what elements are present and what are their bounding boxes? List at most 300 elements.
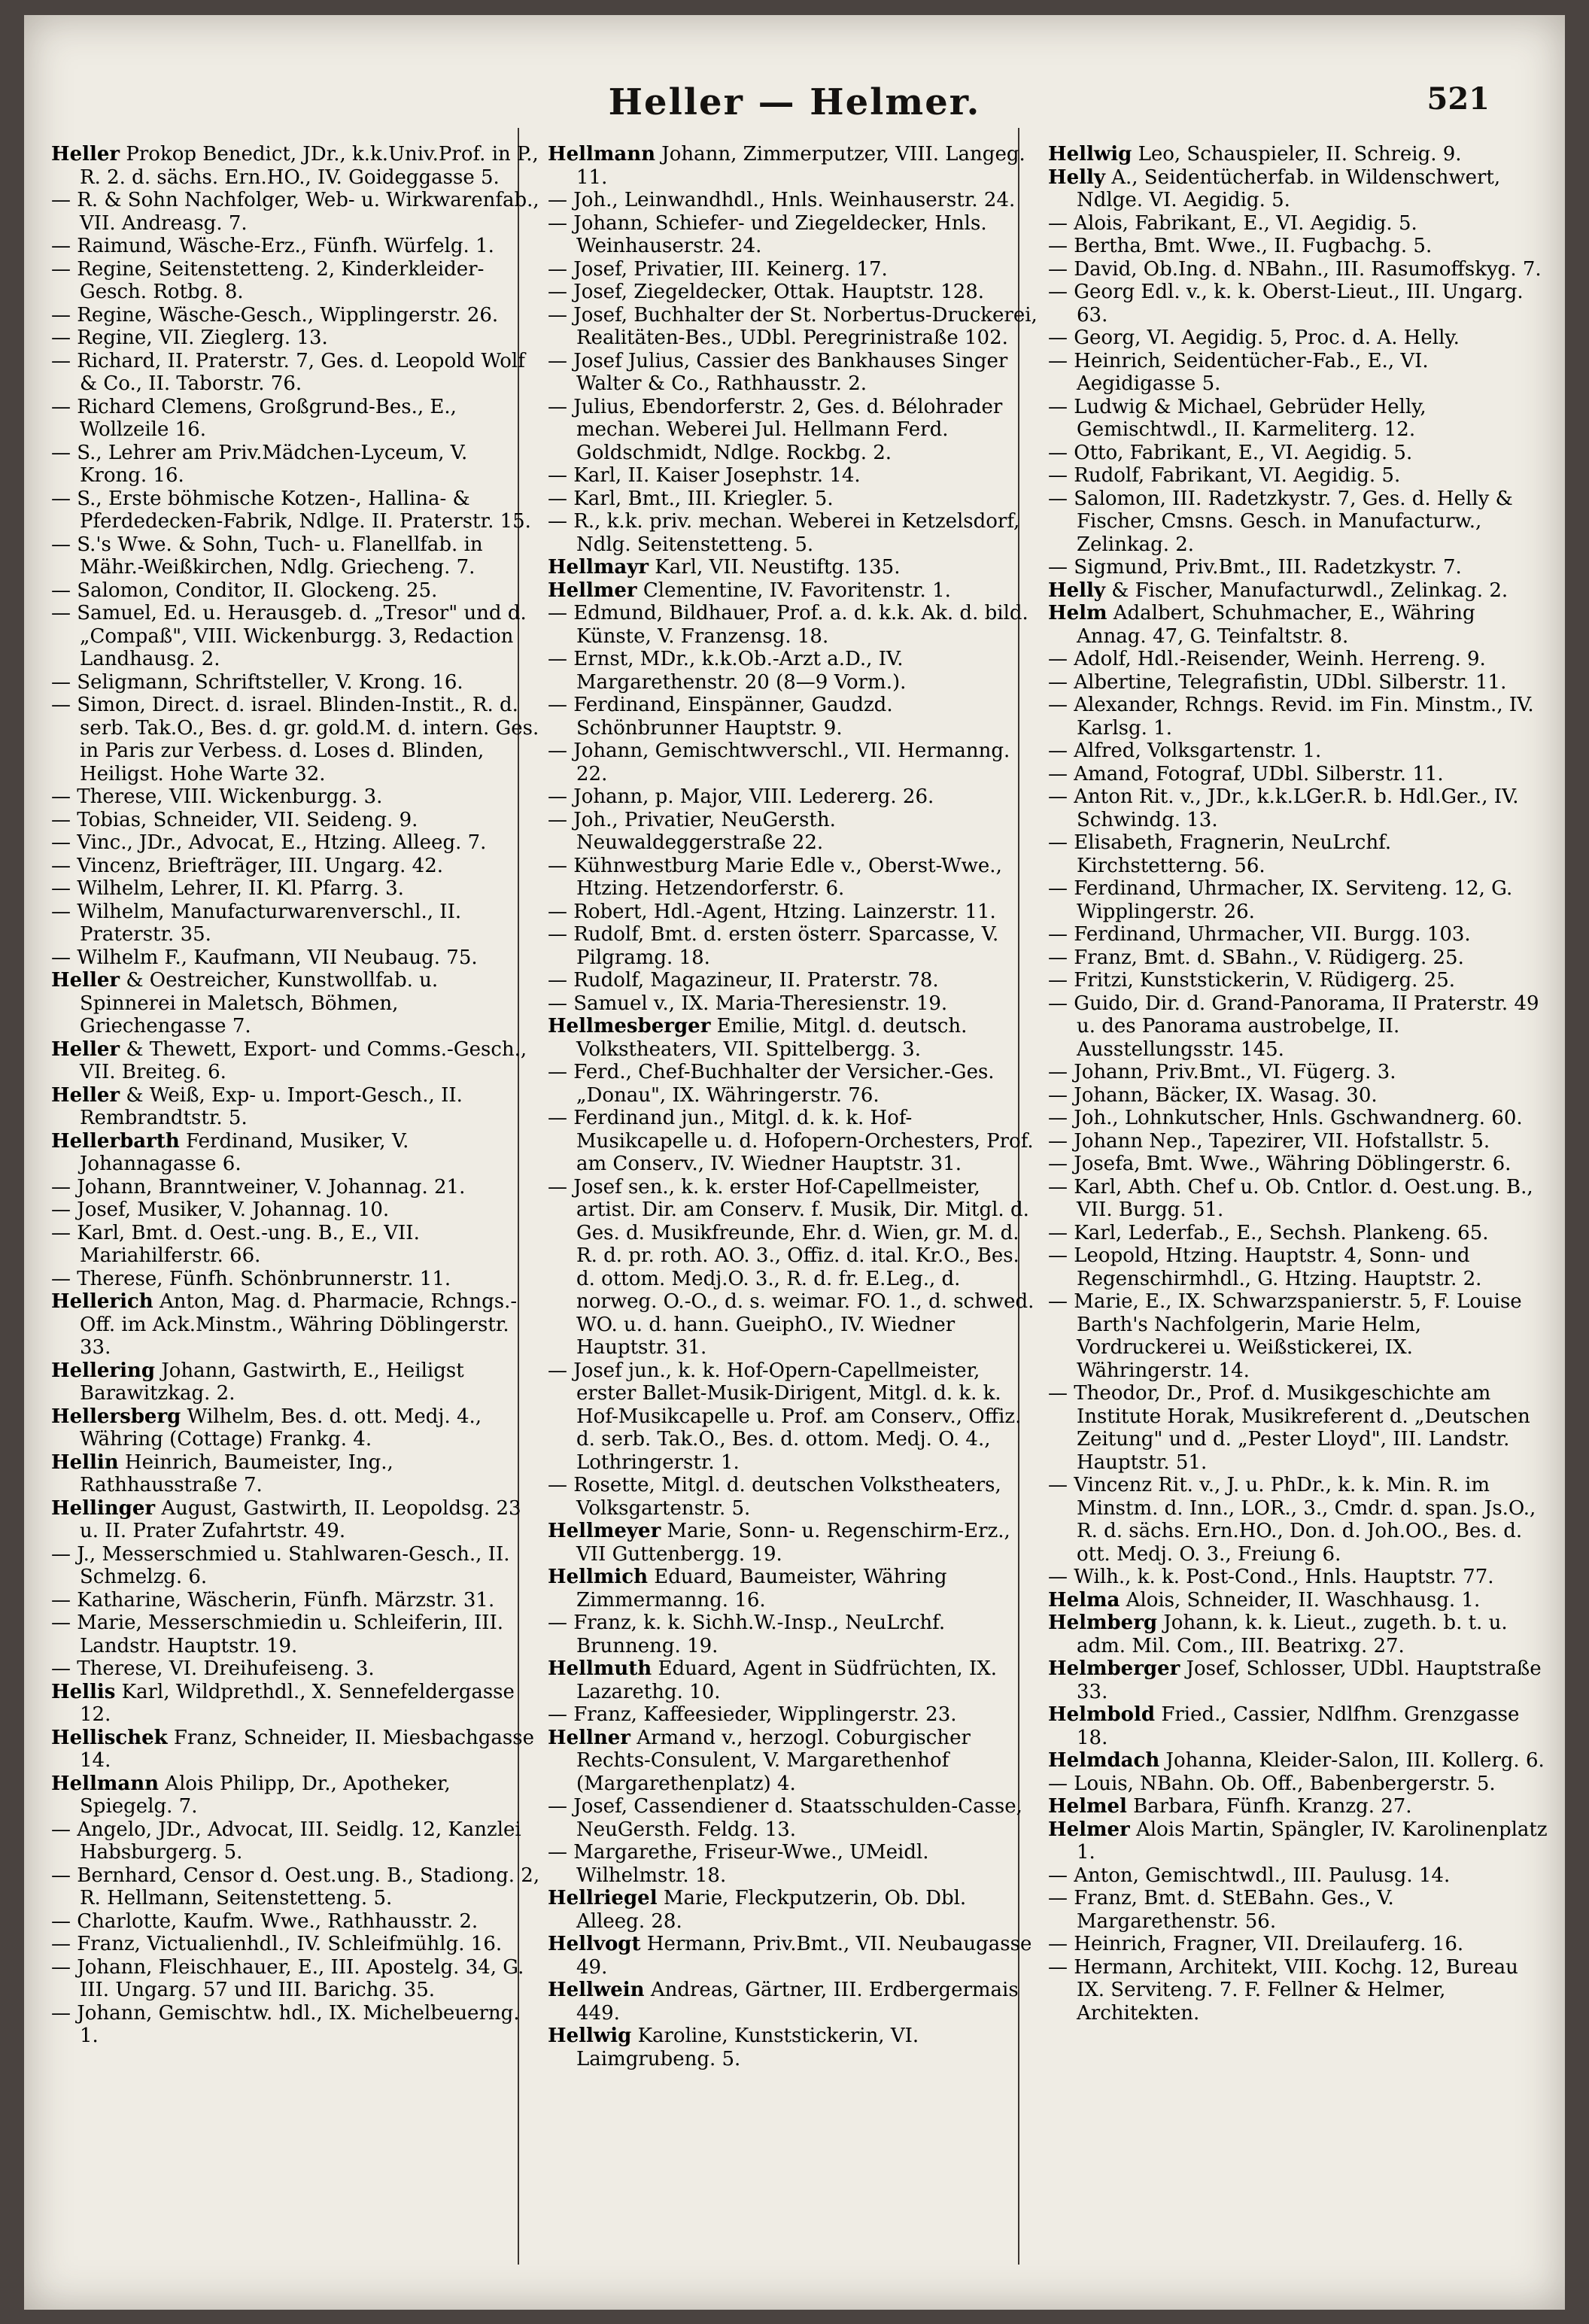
directory-entry — [51, 1084, 540, 1130]
directory-entry — [1048, 143, 1548, 166]
entry-text: — Johann, Fleischhauer, E., III. Apostelg. 34, G. III. Ungarg. 57 und III. Barichg. 35. — [51, 1955, 524, 2001]
entry-headword: Hellwig — [548, 2025, 632, 2047]
entry-headword: Hellmeyer — [548, 1520, 661, 1542]
entry-text: — J., Messerschmied u. Stahlwaren-Gesch., II. Schmelzg. 6. — [51, 1542, 510, 1588]
entry-headword: Helly — [1048, 166, 1105, 189]
entry-text: — Richard, II. Praterstr. 7, Ges. d. Leopold Wolf & Co., II. Taborstr. 76. — [51, 349, 525, 395]
directory-entry — [548, 510, 1041, 556]
entry-headword: Helmberg — [1048, 1612, 1158, 1634]
entry-headword: Hellmann — [51, 1772, 160, 1795]
entry-text: Eduard, Agent in Südfrüchten, IX. Lazarethg. 10. — [576, 1657, 997, 1703]
entry-text: — Simon, Direct. d. israel. Blinden-Instit., R. d. serb. Tak.O., Bes. d. gr. gold.M. d. intern. Ges. in Paris zur Verbess. d. Loses d. Blinden, Heiligst. Hohe Warte 32. — [51, 694, 539, 785]
entry-text: Marie, Sonn- u. Regenschirm-Erz., VII Guttenbergg. 19. — [576, 1520, 1010, 1566]
directory-entry — [51, 1657, 540, 1681]
directory-entry — [51, 1451, 540, 1497]
directory-entry — [1048, 831, 1548, 877]
entry-headword: Hellerich — [51, 1290, 153, 1313]
directory-entry — [548, 1061, 1041, 1107]
directory-entry — [1048, 166, 1548, 212]
directory-entry — [51, 1405, 540, 1451]
directory-entry — [548, 281, 1041, 304]
entry-text: — Josef, Musiker, V. Johannag. 10. — [51, 1198, 390, 1221]
directory-entry — [548, 923, 1041, 969]
entry-text: — Edmund, Bildhauer, Prof. a. d. k.k. Ak. d. bild. Künste, V. Franzensg. 18. — [548, 602, 1028, 648]
directory-entry — [1048, 258, 1548, 281]
entry-text: — Margarethe, Friseur-Wwe., UMeidl. Wilhelmstr. 18. — [548, 1841, 929, 1887]
column-left — [51, 143, 540, 2295]
directory-entry — [548, 1566, 1041, 1612]
entry-text: — Salomon, III. Radetzkystr. 7, Ges. d. Helly & Fischer, Cmsns. Gesch. in Manufacturw., Zelinkag. 2. — [1048, 487, 1513, 556]
entry-text: — Rudolf, Fabrikant, VI. Aegidig. 5. — [1048, 464, 1401, 487]
entry-text: — Karl, Lederfab., E., Sechsh. Plankeng. 65. — [1048, 1221, 1489, 1244]
directory-entry — [1048, 992, 1548, 1062]
directory-entry — [51, 1910, 540, 1934]
entry-text: — Heinrich, Seidentücher-Fab., E., VI. Aegidigasse 5. — [1048, 349, 1429, 395]
entry-headword: Hellvogt — [548, 1933, 641, 1955]
entry-text: Wilhelm, Bes. d. ott. Medj. 4., Währing (Cottage) Frankg. 4. — [80, 1405, 482, 1451]
directory-entry — [548, 258, 1041, 281]
entry-text: — Josef sen., k. k. erster Hof-Capellmeister, artist. Dir. am Conserv. f. Musik, Dir. Mitgl. d. Ges. d. Musikfreunde, Ehr. d. Wien, gr. M. d. R. d. pr. roth. AO. 3., Offiz. d. ital. Kr.O., Bes. d. ottom. Medj.O. 3., R. d. fr. E.Leg., d. norweg. O.-O., d. s. weimar. FO. 1., d. schwed. WO. u. d. hann. GueiphO., IV. Wiedner Hauptstr. 31. — [548, 1175, 1035, 1359]
entry-text: Eduard, Baumeister, Währing Zimmermanng. 16. — [576, 1566, 947, 1612]
directory-entry — [1048, 1061, 1548, 1084]
directory-entry — [51, 785, 540, 809]
directory-entry — [548, 1520, 1041, 1566]
entry-text: — Johann, Branntweiner, V. Johannag. 21. — [51, 1175, 466, 1198]
directory-entry — [1048, 671, 1548, 694]
entry-text: — Karl, II. Kaiser Josephstr. 14. — [548, 464, 861, 487]
entry-text: — Joh., Privatier, NeuGersth. Neuwaldeggerstraße 22. — [548, 808, 836, 854]
page-number: 521 — [1426, 81, 1490, 117]
directory-entry — [51, 1176, 540, 1199]
page-header — [24, 81, 1565, 134]
entry-headword: Hellmesberger — [548, 1015, 711, 1037]
directory-entry — [1048, 350, 1548, 396]
directory-entry — [51, 143, 540, 189]
directory-entry — [548, 602, 1041, 648]
directory-entry — [51, 1038, 540, 1084]
entry-text: — Vincenz Rit. v., J. u. PhDr., k. k. Min. R. im Minstm. d. Inn., LOR., 3., Cmdr. d. span. Js.O., R. d. sächs. Ern.HO., Don. d. Joh.OO., Bes. d. ott. Medj. O. 3., Freiung 6. — [1048, 1474, 1536, 1566]
entry-text: Johanna, Kleider-Salon, III. Kollerg. 6. — [1159, 1749, 1545, 1772]
directory-entry — [51, 1727, 540, 1773]
entry-text: — Johann, Schiefer- und Ziegeldecker, Hnls. Weinhauserstr. 24. — [548, 211, 987, 257]
entry-text: — Regine, VII. Zieglerg. 13. — [51, 327, 328, 349]
directory-entry — [51, 327, 540, 350]
directory-entry — [51, 488, 540, 533]
directory-entry — [51, 442, 540, 488]
directory-entry — [1048, 785, 1548, 831]
entry-text: Adalbert, Schuhmacher, E., Währing Annag. 47, G. Teinfaltstr. 8. — [1077, 602, 1475, 648]
entry-text: — Rudolf, Magazineur, II. Praterstr. 78. — [548, 969, 939, 992]
entry-text: — Samuel, Ed. u. Herausgeb. d. „Tresor" und d. „Compaß", VIII. Wickenburgg. 3, Redaction Landhausg. 2. — [51, 602, 527, 670]
directory-entry — [548, 464, 1041, 488]
entry-headword: Helma — [1048, 1588, 1120, 1612]
directory-entry — [548, 1703, 1041, 1727]
entry-text: — Sigmund, Priv.Bmt., III. Radetzkystr. 7. — [1048, 556, 1462, 579]
entry-headword: Hellering — [51, 1359, 156, 1382]
entry-text: — Johann, Gemischtw. hdl., IX. Michelbeuerng. 1. — [51, 2001, 520, 2047]
entry-text: Andreas, Gärtner, III. Erdbergermais 449. — [576, 1979, 1019, 2025]
directory-entry — [51, 579, 540, 603]
directory-entry — [51, 1933, 540, 1956]
directory-entry — [1048, 1176, 1548, 1222]
entry-text: — Otto, Fabrikant, E., VI. Aegidig. 5. — [1048, 441, 1413, 464]
directory-entry — [1048, 602, 1548, 648]
directory-entry — [1048, 946, 1548, 970]
directory-entry — [51, 855, 540, 878]
entry-text: — Johann, p. Major, VIII. Ledererg. 26. — [548, 785, 934, 808]
directory-entry — [1048, 1130, 1548, 1153]
directory-entry — [548, 1887, 1041, 1933]
directory-entry — [51, 1681, 540, 1727]
entry-text: & Thewett, Export- und Comms.-Gesch., VII. Breiteg. 6. — [80, 1037, 527, 1083]
directory-entry — [548, 1176, 1041, 1359]
directory-entry — [548, 212, 1041, 258]
directory-entry — [51, 1612, 540, 1657]
directory-entry — [1048, 877, 1548, 923]
entry-text: Josef, Schlosser, UDbl. Hauptstraße 33. — [1077, 1657, 1542, 1703]
entry-text: — Georg, VI. Aegidig. 5, Proc. d. A. Helly. — [1048, 327, 1460, 349]
entry-text: — Josef, Buchhalter der St. Norbertus-Druckerei, Realitäten-Bes., UDbl. Peregrinistraße 102. — [548, 303, 1038, 349]
directory-entry — [1048, 1107, 1548, 1130]
entry-text: — Josef, Cassendiener d. Staatsschulden-Casse, NeuGersth. Feldg. 13. — [548, 1795, 1022, 1841]
directory-entry — [1048, 281, 1548, 327]
entry-headword: Helmbold — [1048, 1703, 1156, 1726]
entry-text: — S., Lehrer am Priv.Mädchen-Lyceum, V. Krong. 16. — [51, 441, 468, 487]
directory-entry — [1048, 1290, 1548, 1382]
entry-text: — Wilhelm, Manufacturwarenverschl., II. Praterstr. 35. — [51, 900, 462, 946]
directory-entry — [1048, 763, 1548, 786]
entry-text: Johann, Gastwirth, E., Heiligst Barawitzkag. 2. — [80, 1359, 464, 1405]
directory-entry — [548, 1107, 1041, 1176]
entry-text: — Franz, Victualienhdl., IV. Schleifmühlg. 16. — [51, 1933, 503, 1955]
entry-headword: Helmer — [1048, 1818, 1130, 1841]
directory-entry — [548, 785, 1041, 809]
directory-entry — [548, 694, 1041, 740]
entry-headword: Helmberger — [1048, 1657, 1180, 1680]
directory-entry — [1048, 1773, 1548, 1796]
entry-text: & Oestreicher, Kunstwollfab. u. Spinnerei in Maletsch, Böhmen, Griechengasse 7. — [80, 969, 439, 1037]
entry-text: — Wilh., k. k. Post-Cond., Hnls. Hauptstr. 77. — [1048, 1566, 1494, 1588]
running-title: Heller — Helmer. — [608, 81, 981, 123]
entry-headword: Hellerbarth — [51, 1129, 180, 1153]
entry-text: — Johann, Priv.Bmt., VI. Fügerg. 3. — [1048, 1061, 1396, 1083]
directory-entry — [51, 1290, 540, 1359]
directory-entry — [51, 1198, 540, 1222]
entry-text: & Weiß, Exp- u. Import-Gesch., II. Rembrandtstr. 5. — [80, 1083, 463, 1129]
entry-text: — Franz, Bmt. d. StEBahn. Ges., V. Margarethenstr. 56. — [1048, 1887, 1394, 1933]
entry-headword: Heller — [51, 1083, 120, 1107]
entry-text: — Angelo, JDr., Advocat, III. Seidlg. 12, Kanzlei Habsburgerg. 5. — [51, 1818, 521, 1864]
directory-entry — [1048, 1956, 1548, 2025]
entry-text: — R., k.k. priv. mechan. Weberei in Ketzelsdorf, Ndlg. Seitenstetteng. 5. — [548, 510, 1020, 556]
directory-entry — [51, 1589, 540, 1612]
directory-entry — [548, 579, 1041, 603]
directory-entry — [51, 1130, 540, 1176]
directory-entry — [51, 1773, 540, 1818]
directory-entry — [51, 1956, 540, 2002]
entry-text: — Seligmann, Schriftsteller, V. Krong. 16. — [51, 670, 463, 694]
entry-text: — Franz, k. k. Sichh.W.-Insp., NeuLrchf. Brunneng. 19. — [548, 1612, 946, 1657]
directory-entry — [1048, 1566, 1548, 1589]
directory-entry — [51, 694, 540, 785]
directory-entry — [548, 143, 1041, 189]
entry-text: — Ferdinand jun., Mitgl. d. k. k. Hof-Musikcapelle u. d. Hofopern-Orchesters, Prof. am Conserv., IV. Wiedner Hauptstr. 31. — [548, 1107, 1034, 1175]
directory-entry — [51, 533, 540, 579]
entry-text: — Ferdinand, Einspänner, Gaudzd. Schönbrunner Hauptstr. 9. — [548, 694, 893, 740]
entry-text: Franz, Schneider, II. Miesbachgasse 14. — [80, 1726, 534, 1772]
entry-text: — Therese, VIII. Wickenburgg. 3. — [51, 785, 383, 808]
entry-text: Armand v., herzogl. Coburgischer Rechts-Consulent, V. Margarethenhof (Margarethenplatz) 4. — [576, 1726, 971, 1795]
directory-entry — [548, 1841, 1041, 1887]
entry-headword: Hellner — [548, 1726, 631, 1749]
directory-entry — [51, 809, 540, 832]
entry-text: — Ferdinand, Uhrmacher, IX. Serviteng. 12, G. Wipplingerstr. 26. — [1048, 877, 1513, 923]
entry-text: — David, Ob.Ing. d. NBahn., III. Rasumoffskyg. 7. — [1048, 257, 1542, 281]
directory-entry — [1048, 694, 1548, 740]
entry-text: Alois, Schneider, II. Waschhausg. 1. — [1120, 1588, 1481, 1612]
column-right — [1048, 143, 1548, 2295]
entry-text: — Alois, Fabrikant, E., VI. Aegidig. 5. — [1048, 211, 1417, 235]
entry-text: — Joh., Lohnkutscher, Hnls. Gschwandnerg. 60. — [1048, 1107, 1523, 1129]
entry-text: Alois Martin, Spängler, IV. Karolinenplatz 1. — [1077, 1818, 1548, 1864]
entry-text: — Hermann, Architekt, VIII. Kochg. 12, Bureau IX. Serviteng. 7. F. Fellner & Helmer, Architekten. — [1048, 1955, 1518, 2025]
directory-entry — [1048, 1818, 1548, 1864]
entry-text: — Heinrich, Fragner, VII. Dreilauferg. 16. — [1048, 1933, 1464, 1955]
directory-entry — [548, 488, 1041, 511]
entry-text: — Bertha, Bmt. Wwe., II. Fugbachg. 5. — [1048, 235, 1433, 257]
directory-entry — [1048, 1864, 1548, 1888]
entry-text: Anton, Mag. d. Pharmacie, Rchngs.-Off. im Ack.Minstm., Währing Döblingerstr. 33. — [80, 1290, 518, 1359]
entry-text: August, Gastwirth, II. Leopoldsg. 23 u. II. Prater Zufahrtstr. 49. — [80, 1496, 521, 1542]
entry-text: Hermann, Priv.Bmt., VII. Neubaugasse 49. — [576, 1933, 1032, 1979]
directory-entry — [51, 304, 540, 327]
entry-text: Karl, VII. Neustiftg. 135. — [649, 556, 901, 579]
entry-text: — Tobias, Schneider, VII. Seideng. 9. — [51, 808, 418, 831]
entry-text: — Louis, NBahn. Ob. Off., Babenbergerstr. 5. — [1048, 1772, 1496, 1795]
entry-text: Leo, Schauspieler, II. Schreig. 9. — [1132, 143, 1462, 166]
entry-text: — Rosette, Mitgl. d. deutschen Volkstheaters, Volksgartenstr. 5. — [548, 1474, 1001, 1520]
entry-text: — Vincenz, Briefträger, III. Ungarg. 42. — [51, 854, 444, 877]
entry-text: Barbara, Fünfh. Kranzg. 27. — [1126, 1795, 1412, 1818]
entry-text: — Marie, Messerschmiedin u. Schleiferin, III. Landstr. Hauptstr. 19. — [51, 1612, 504, 1657]
directory-entry — [1048, 396, 1548, 442]
directory-entry — [51, 1864, 540, 1910]
directory-entry — [548, 2025, 1041, 2070]
directory-entry — [1048, 556, 1548, 579]
directory-entry — [1048, 1474, 1548, 1566]
directory-entry — [1048, 235, 1548, 258]
entry-text: — Josef, Ziegeldecker, Ottak. Hauptstr. 128. — [548, 281, 985, 303]
directory-entry — [1048, 464, 1548, 488]
directory-entry — [1048, 1084, 1548, 1107]
entry-headword: Helm — [1048, 602, 1107, 624]
entry-text: — Franz, Kaffeesieder, Wipplingerstr. 23. — [548, 1703, 957, 1726]
directory-entry — [51, 946, 540, 970]
directory-entry — [51, 350, 540, 396]
entry-text: — Raimund, Wäsche-Erz., Fünfh. Würfelg. 1. — [51, 235, 494, 257]
directory-entry — [1048, 442, 1548, 465]
entry-text: — Kühnwestburg Marie Edle v., Oberst-Wwe., Htzing. Hetzendorferstr. 6. — [548, 854, 1002, 900]
entry-text: — Robert, Hdl.-Agent, Htzing. Lainzerstr. 11. — [548, 900, 996, 923]
entry-text: — Elisabeth, Fragnerin, NeuLrchf. Kirchstetterng. 56. — [1048, 831, 1392, 877]
entry-text: — Regine, Seitenstetteng. 2, Kinderkleider-Gesch. Rotbg. 8. — [51, 257, 485, 303]
entry-text: Ferdinand, Musiker, V. Johannagasse 6. — [80, 1129, 409, 1175]
entry-text: — Anton, Gemischtwdl., III. Paulusg. 14. — [1048, 1864, 1451, 1887]
entry-text: Emilie, Mitgl. d. deutsch. Volkstheaters, VII. Spittelbergg. 3. — [576, 1015, 968, 1061]
entry-headword: Helmel — [1048, 1795, 1127, 1818]
entry-text: — Vinc., JDr., Advocat, E., Htzing. Alleeg. 7. — [51, 831, 487, 854]
directory-entry — [51, 258, 540, 304]
entry-headword: Hellischek — [51, 1726, 168, 1749]
directory-entry — [548, 1795, 1041, 1841]
entry-text: — Charlotte, Kaufm. Wwe., Rathhausstr. 2. — [51, 1909, 479, 1933]
directory-entry — [51, 602, 540, 671]
directory-entry — [1048, 488, 1548, 557]
entry-text: Karl, Wildprethdl., X. Sennefeldergasse 12. — [80, 1680, 515, 1726]
entry-text: A., Seidentücherfab. in Wildenschwert, Ndlge. VI. Aegidig. 5. — [1077, 166, 1501, 211]
entry-text: — Ferd., Chef-Buchhalter der Versicher.-Ges. „Donau", IX. Währingerstr. 76. — [548, 1061, 995, 1107]
directory-entry — [1048, 648, 1548, 671]
directory-entry — [1048, 212, 1548, 235]
directory-entry — [1048, 1703, 1548, 1749]
entry-text: Karoline, Kunststickerin, VI. Laimgrubeng. 5. — [576, 2025, 919, 2070]
entry-text: — Josefa, Bmt. Wwe., Währing Döblingerstr. 6. — [1048, 1153, 1512, 1175]
entry-text: Clementine, IV. Favoritenstr. 1. — [637, 579, 951, 602]
entry-headword: Hellinger — [51, 1496, 156, 1520]
directory-entry — [1048, 1153, 1548, 1176]
entry-text: — S.'s Wwe. & Sohn, Tuch- u. Flanellfab. in Mähr.-Weißkirchen, Ndlg. Griecheng. 7. — [51, 533, 483, 579]
entry-text: — Julius, Ebendorferstr. 2, Ges. d. Bélohrader mechan. Weberei Jul. Hellmann Ferd. Goldschmidt, Ndlge. Rockbg. 2. — [548, 395, 1003, 464]
entry-text: — Regine, Wäsche-Gesch., Wipplingerstr. 26. — [51, 303, 499, 327]
directory-entry — [548, 1359, 1041, 1475]
entry-text: — Josef Julius, Cassier des Bankhauses Singer Walter & Co., Rathhausstr. 2. — [548, 349, 1008, 395]
entry-text: — Wilhelm F., Kaufmann, VII Neubaug. 75. — [51, 946, 478, 969]
entry-text: Prokop Benedict, JDr., k.k.Univ.Prof. in P., R. 2. d. sächs. Ern.HO., IV. Goideggasse 5. — [80, 143, 539, 189]
entry-headword: Heller — [51, 969, 120, 992]
directory-entry — [548, 1657, 1041, 1703]
entry-headword: Hellmayr — [548, 556, 649, 579]
directory-entry — [548, 1612, 1041, 1657]
entry-headword: Heller — [51, 143, 120, 166]
entry-text: — Karl, Bmt. d. Oest.-ung. B., E., VII. Mariahilferstr. 66. — [51, 1221, 420, 1267]
directory-entry — [548, 648, 1041, 694]
directory-entry — [51, 1818, 540, 1864]
entry-text: Fried., Cassier, Ndlfhm. Grenzgasse 18. — [1077, 1703, 1520, 1749]
entry-text: — Rudolf, Bmt. d. ersten österr. Sparcasse, V. Pilgramg. 18. — [548, 923, 999, 969]
directory-entry — [1048, 579, 1548, 603]
entry-text: — Leopold, Htzing. Hauptstr. 4, Sonn- und Regenschirmhdl., G. Htzing. Hauptstr. 2. — [1048, 1244, 1482, 1290]
entry-headword: Hellmich — [548, 1566, 648, 1588]
directory-entry — [1048, 1612, 1548, 1657]
entry-headword: Hellis — [51, 1680, 116, 1703]
entry-text: — Adolf, Hdl.-Reisender, Weinh. Herreng. 9. — [1048, 648, 1486, 670]
directory-entry — [1048, 1657, 1548, 1703]
directory-entry — [548, 1474, 1041, 1520]
directory-entry — [1048, 1887, 1548, 1933]
entry-text: — R. & Sohn Nachfolger, Web- u. Wirkwarenfab., VII. Andreasg. 7. — [51, 189, 539, 235]
entry-text: — Alexander, Rchngs. Revid. im Fin. Minstm., IV. Karlsg. 1. — [1048, 694, 1534, 740]
directory-entry — [548, 969, 1041, 992]
entry-text: — Karl, Bmt., III. Kriegler. 5. — [548, 487, 834, 510]
entry-text: — Karl, Abth. Chef u. Ob. Cntlor. d. Oest.ung. B., VII. Burgg. 51. — [1048, 1175, 1533, 1221]
entry-text: — Bernhard, Censor d. Oest.ung. B., Stadiong. 2, R. Hellmann, Seitenstetteng. 5. — [51, 1864, 540, 1909]
entry-text: — Franz, Bmt. d. SBahn., V. Rüdigerg. 25. — [1048, 946, 1464, 969]
directory-entry — [51, 396, 540, 442]
entry-headword: Hellin — [51, 1451, 119, 1474]
directory-entry — [51, 877, 540, 901]
entry-text: — Richard Clemens, Großgrund-Bes., E., Wollzeile 16. — [51, 395, 457, 441]
entry-text: — Therese, VI. Dreihufeiseng. 3. — [51, 1657, 375, 1680]
entry-text: — Johann Nep., Tapezirer, VII. Hofstallstr. 5. — [1048, 1129, 1490, 1153]
directory-entry — [548, 350, 1041, 396]
entry-text: — Alfred, Volksgartenstr. 1. — [1048, 740, 1322, 762]
entry-text: — Johann, Gemischtwverschl., VII. Hermanng. 22. — [548, 740, 1010, 785]
directory-entry — [1048, 327, 1548, 350]
entry-text: — Therese, Fünfh. Schönbrunnerstr. 11. — [51, 1267, 451, 1290]
entry-text: — S., Erste böhmische Kotzen-, Hallina- & Pferdedecken-Fabrik, Ndlge. II. Praterstr. 15. — [51, 487, 531, 533]
directory-entry — [548, 740, 1041, 785]
directory-entry — [51, 1222, 540, 1268]
entry-text: — Josef jun., k. k. Hof-Opern-Capellmeister, erster Ballet-Musik-Dirigent, Mitgl. d. k. k. Hof-Musikcapelle u. Prof. am Conserv., Offiz. d. serb. Tak.O., Bes. d. ottom. Medj. O. 4., Lothringerstr. 1. — [548, 1359, 1022, 1474]
directory-entry — [548, 556, 1041, 579]
directory-entry — [51, 1497, 540, 1543]
directory-entry — [548, 1727, 1041, 1796]
directory-entry — [1048, 1589, 1548, 1612]
directory-entry — [51, 901, 540, 946]
entry-text: — Anton Rit. v., JDr., k.k.LGer.R. b. Hdl.Ger., IV. Schwindg. 13. — [1048, 785, 1519, 831]
entry-text: & Fischer, Manufacturwdl., Zelinkag. 2. — [1104, 579, 1508, 602]
directory-entry — [1048, 1795, 1548, 1818]
directory-entry — [548, 1015, 1041, 1061]
entry-text: — Katharine, Wäscherin, Fünfh. Märzstr. 31. — [51, 1588, 495, 1612]
entry-text: — Josef, Privatier, III. Keinerg. 17. — [548, 257, 888, 281]
directory-entry — [1048, 1222, 1548, 1245]
directory-entry — [1048, 1244, 1548, 1290]
directory-entry — [548, 901, 1041, 924]
entry-headword: Hellmann — [548, 143, 656, 166]
entry-text: — Theodor, Dr., Prof. d. Musikgeschichte am Institute Horak, Musikreferent d. „Deutschen Zeitung" und d. „Pester Lloyd", III. Landstr. Hauptstr. 51. — [1048, 1382, 1530, 1474]
entry-text: — Salomon, Conditor, II. Glockeng. 25. — [51, 579, 438, 602]
directory-entry — [51, 1359, 540, 1405]
entry-text: Alois Philipp, Dr., Apotheker, Spiegelg. 7. — [80, 1772, 451, 1818]
entry-headword: Hellriegel — [548, 1887, 658, 1909]
directory-entry — [1048, 1933, 1548, 1956]
entry-text: — Albertine, Telegrafistin, UDbl. Silberstr. 11. — [1048, 670, 1507, 694]
directory-entry — [1048, 740, 1548, 763]
entry-headword: Hellwig — [1048, 143, 1132, 166]
entry-text: — Marie, E., IX. Schwarzspanierstr. 5, F. Louise Barth's Nachfolgerin, Marie Helm, Vordruckerei u. Weißstickerei, IX. Währingerstr. 14. — [1048, 1290, 1522, 1382]
directory-columns — [51, 143, 1548, 2295]
entry-text: — Amand, Fotograf, UDbl. Silberstr. 11. — [1048, 762, 1444, 785]
directory-entry — [51, 1268, 540, 1291]
directory-entry — [51, 189, 540, 235]
entry-headword: Hellwein — [548, 1979, 645, 2001]
entry-headword: Heller — [51, 1037, 120, 1061]
entry-headword: Helmdach — [1048, 1749, 1160, 1772]
directory-entry — [548, 304, 1041, 350]
directory-entry — [51, 671, 540, 694]
entry-text: Johann, k. k. Lieut., zugeth. b. t. u. adm. Mil. Com., III. Beatrixg. 27. — [1077, 1612, 1508, 1657]
directory-entry — [548, 1933, 1041, 1979]
directory-entry — [51, 831, 540, 855]
entry-text: — Ferdinand, Uhrmacher, VII. Burgg. 103. — [1048, 923, 1471, 946]
entry-headword: Helly — [1048, 579, 1105, 602]
column-middle — [548, 143, 1041, 2295]
directory-entry — [548, 809, 1041, 855]
entry-text: — Johann, Bäcker, IX. Wasag. 30. — [1048, 1083, 1378, 1107]
entry-headword: Hellersberg — [51, 1405, 181, 1428]
entry-text: — Joh., Leinwandhdl., Hnls. Weinhauserstr. 24. — [548, 189, 1016, 211]
